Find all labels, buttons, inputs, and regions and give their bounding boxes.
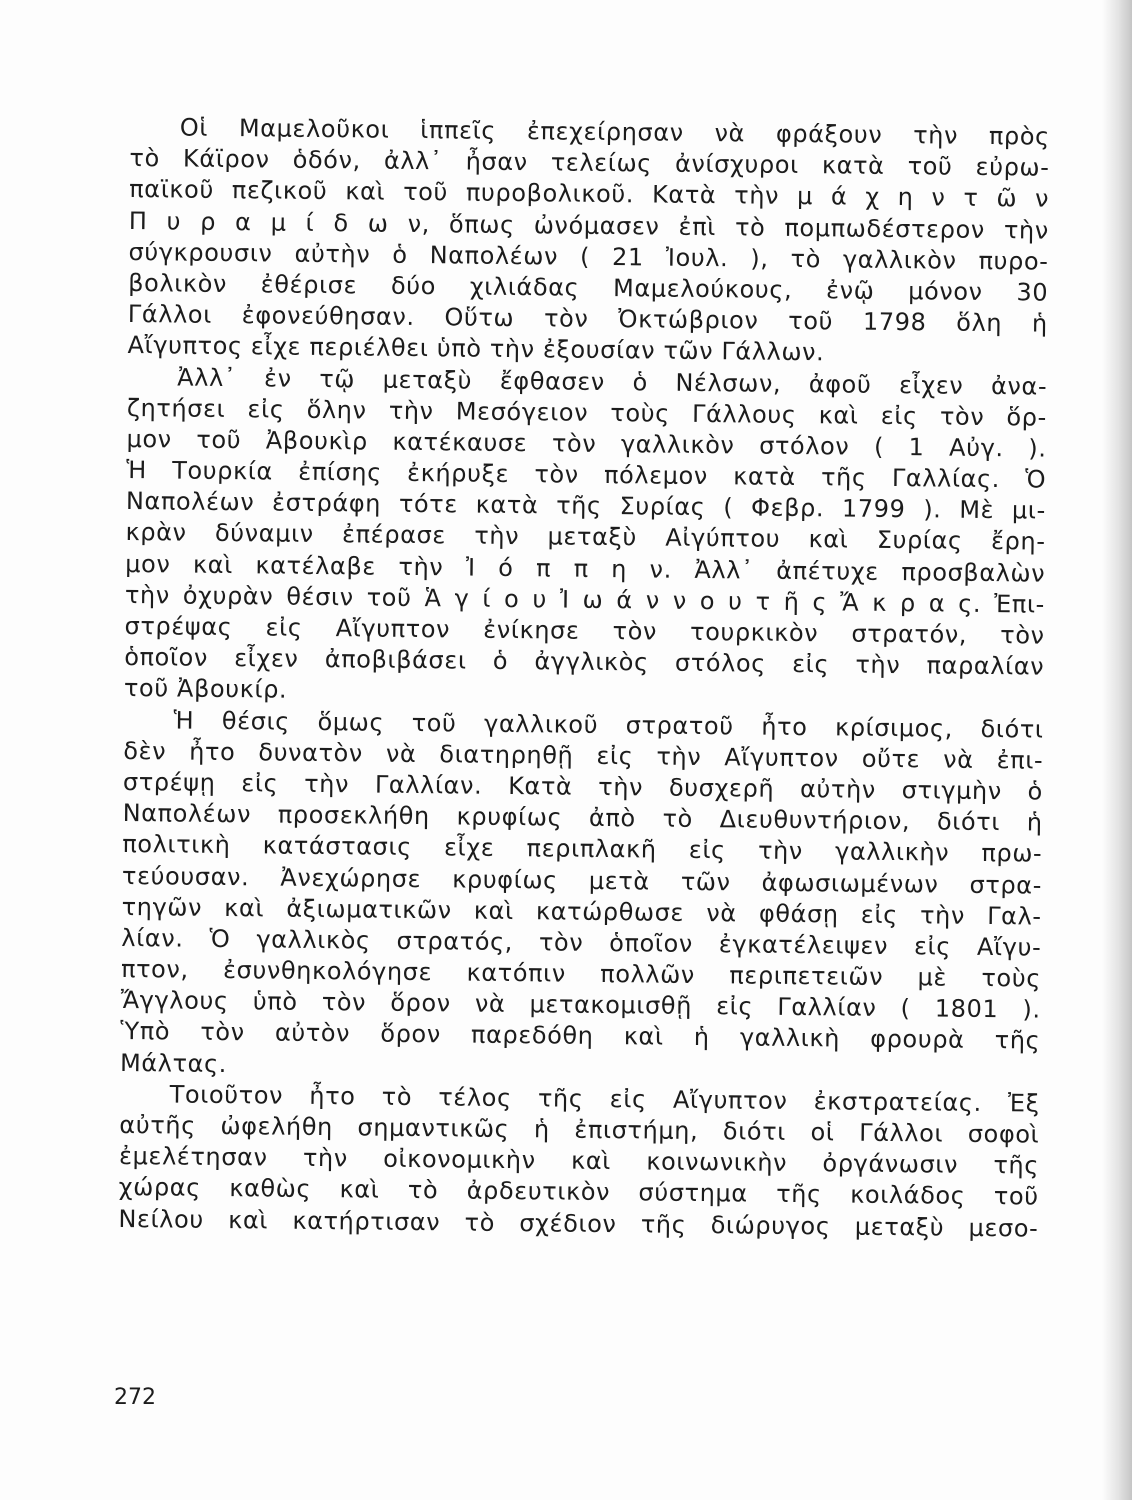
text-line: παϊκοῦ πεζικοῦ καὶ τοῦ πυροβολικοῦ. Κατὰ τὴν μ ά χ η ν τ ῶ ν <box>129 175 1050 214</box>
text-line: ζητήσει εἰς ὅλην τὴν Μεσόγειον τοὺς Γάλλους καὶ εἰς τὸν ὅρ- <box>126 393 1047 432</box>
text-line: χώρας καθὼς καὶ τὸ ἀρδευτικὸν σύστημα τῆς κοιλάδος τοῦ <box>118 1173 1039 1211</box>
text-line: Ἡ θέσις ὅμως τοῦ γαλλικοῦ στρατοῦ ἦτο κρίσιμος, διότι <box>173 706 1044 744</box>
text-line: βολικὸν ἐθέρισε δύο χιλιάδας Μαμελούκους, ἐνῷ μόνον 30 <box>128 268 1049 307</box>
text-line: στρέψας εἰς Αἴγυπτον ἐνίκησε τὸν τουρκικὸν στρατόν, τὸν <box>124 611 1045 650</box>
text-line: Γάλλοι ἐφονεύθησαν. Οὕτω τὸν Ὀκτώβριον τοῦ 1798 ὅλη ἡ <box>127 300 1048 338</box>
binding-shadow <box>1102 0 1132 1500</box>
text-line: Μάλτας. <box>119 1048 228 1078</box>
text-line: τηγῶν καὶ ἀξιωματικῶν καὶ κατώρθωσε νὰ φθάσῃ εἰς τὴν Γαλ- <box>121 892 1042 931</box>
text-line: Ναπολέων προσεκλήθη κρυφίως ἀπὸ τὸ Διευθυντήριον, διότι ἡ <box>122 799 1043 837</box>
text-line: τοῦ Ἀβουκίρ. <box>123 674 288 705</box>
text-line: Νείλου καὶ κατήρτισαν τὸ σχέδιον τῆς διώρυγος μεταξὺ μεσο- <box>118 1204 1039 1243</box>
text-line: Τοιοῦτον ἦτο τὸ τέλος τῆς εἰς Αἴγυπτον ἐκστρατείας. Ἐξ <box>169 1080 1040 1118</box>
text-line: τὴν ὀχυρὰν θέσιν τοῦ Ἁ γ ί ο υ Ἰ ω ά ν ν ο υ τ ῆ ς Ἄ κ ρ α ς. Ἐπι- <box>124 580 1046 619</box>
text-line: μον καὶ κατέλαβε τὴν Ἰ ό π π η ν. Ἀλλ᾽ ἀπέτυχε προσβαλὼν <box>125 549 1046 588</box>
text-line: Αἴγυπτος εἶχε περιέλθει ὑπὸ τὴν ἐξουσίαν τῶν Γάλλων. <box>127 331 825 367</box>
text-line: Ὑπὸ τὸν αὐτὸν ὅρον παρεδόθη καὶ ἡ γαλλικὴ φρουρὰ τῆς <box>120 1017 1041 1056</box>
text-line: δὲν ἦτο δυνατὸν νὰ διατηρηθῇ εἰς τὴν Αἴγυπτον οὔτε νὰ ἐπι- <box>123 736 1044 775</box>
text-line: Ἡ Τουρκία ἐπίσης ἐκήρυξε τὸν πόλεμον κατὰ τῆς Γαλλίας. Ὁ <box>126 456 1047 494</box>
text-line: Ναπολέων ἐστράφη τότε κατὰ τῆς Συρίας ( Φεβρ. 1799 ). Μὲ μι- <box>125 487 1047 525</box>
text-line: ἐμελέτησαν τὴν οἰκονομικὴν καὶ κοινωνικὴν ὀργάνωσιν τῆς <box>118 1142 1040 1180</box>
text-line: Ἄγγλους ὑπὸ τὸν ὅρον νὰ μετακομισθῇ εἰς Γαλλίαν ( 1801 ). <box>120 986 1041 1024</box>
text-line: ὁποῖον εἶχεν ἀποβιβάσει ὁ ἀγγλικὸς στόλος εἰς τὴν παραλίαν <box>124 643 1045 681</box>
text-line: μον τοῦ Ἀβουκὶρ κατέκαυσε τὸν γαλλικὸν στόλον ( 1 Αὐγ. ). <box>126 424 1047 463</box>
text-line: τὸ Κάϊρον ὁδόν, ἀλλ᾽ ἦσαν τελείως ἀνίσχυροι κατὰ τοῦ εὐρω- <box>129 144 1050 182</box>
text-line: λίαν. Ὁ γαλλικὸς στρατός, τὸν ὁποῖον ἐγκατέλειψεν εἰς Αἴγυ- <box>121 923 1042 962</box>
text-line: Οἱ Μαμελοῦκοι ἱππεῖς ἐπεχείρησαν νὰ φράξουν τὴν πρὸς <box>179 113 1050 151</box>
body-text <box>118 112 1050 1244</box>
text-line: αὐτῆς ὠφελήθη σημαντικῶς ἡ ἐπιστήμη, διότι οἱ Γάλλοι σοφοὶ <box>119 1110 1040 1149</box>
text-line: πολιτικὴ κατάστασις εἶχε περιπλακῆ εἰς τὴν γαλλικὴν πρω- <box>122 830 1043 868</box>
text-line: πτον, ἐσυνθηκολόγησε κατόπιν πολλῶν περιπετειῶν μὲ τοὺς <box>120 955 1042 993</box>
text-line: στρέψῃ εἰς τὴν Γαλλίαν. Κατὰ τὴν δυσχερῆ αὐτὴν στιγμὴν ὁ <box>122 767 1044 806</box>
text-line: κρὰν δύναμιν ἐπέρασε τὴν μεταξὺ Αἰγύπτου καὶ Συρίας ἔρη- <box>125 518 1046 557</box>
text-line: σύγκρουσιν αὐτὴν ὁ Ναπολέων ( 21 Ἰουλ. ), τὸ γαλλικὸν πυρο- <box>128 237 1049 276</box>
text-line: Π υ ρ α μ ί δ ω ν, ὅπως ὠνόμασεν ἐπὶ τὸ πομπωδέστερον τὴν <box>128 206 1049 245</box>
page-number: 272 <box>114 1385 156 1410</box>
text-line: Ἀλλ᾽ ἐν τῷ μεταξὺ ἔφθασεν ὁ Νέλσων, ἀφοῦ εἶχεν ἀνα- <box>177 363 1048 401</box>
text-line: τεύουσαν. Ἀνεχώρησε κρυφίως μετὰ τῶν ἀφωσιωμένων στρα- <box>121 861 1043 900</box>
